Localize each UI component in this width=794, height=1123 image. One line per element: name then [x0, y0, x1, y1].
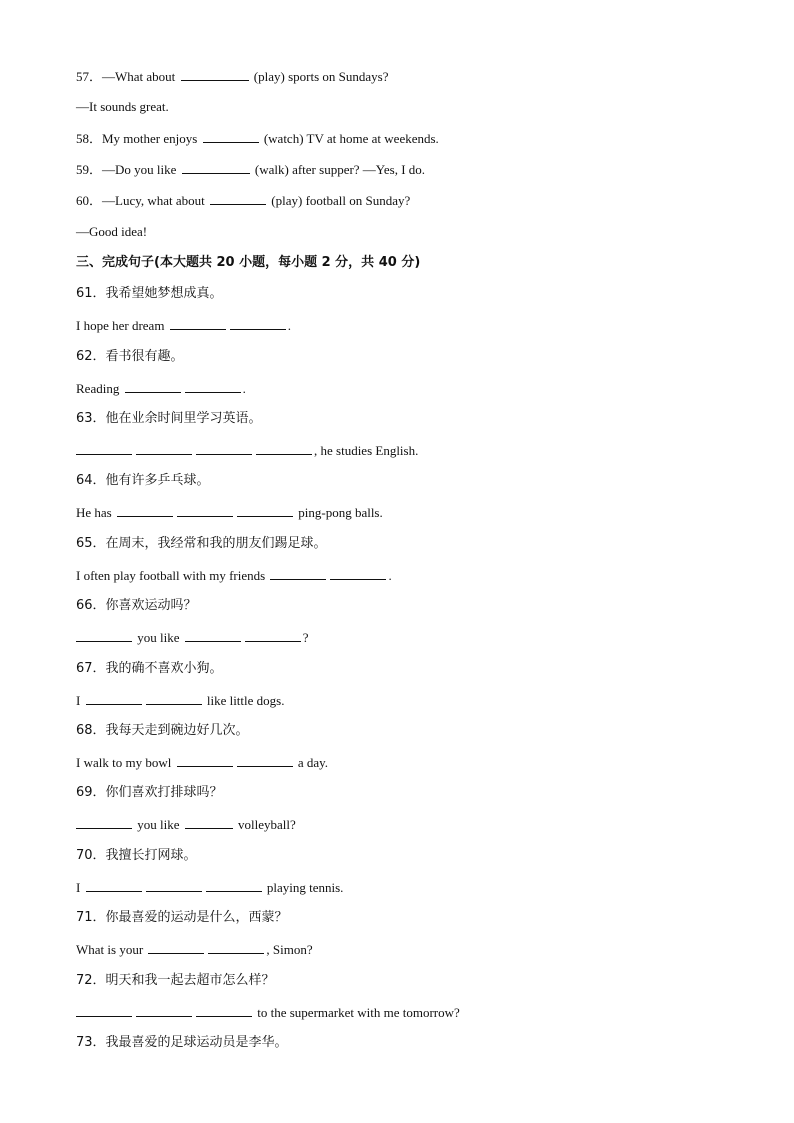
question-69-prompt: 69．你们喜欢打排球吗？ — [76, 785, 223, 800]
question-60: 60．—Lucy, what about (play) football on Sunday? — [76, 190, 734, 210]
question-70-prompt: 70．我擅长打网球。 — [76, 848, 197, 863]
question-66-prompt: 66．你喜欢运动吗？ — [76, 598, 197, 613]
question-72-prompt: 72．明天和我一起去超市怎么样？ — [76, 973, 275, 988]
question-72-sentence: to the supermarket with me tomorrow? — [76, 1002, 734, 1022]
answer-blank[interactable] — [76, 1002, 132, 1017]
answer-blank[interactable] — [86, 877, 142, 892]
answer-blank[interactable] — [125, 378, 181, 393]
question-68-prompt: 68．我每天走到碗边好几次。 — [76, 723, 249, 738]
question-71-sentence: What is your , Simon? — [76, 939, 734, 959]
answer-blank[interactable] — [230, 315, 286, 330]
question-67-sentence: I like little dogs. — [76, 690, 734, 710]
question-64-sentence: He has ping-pong balls. — [76, 502, 734, 522]
answer-blank[interactable] — [185, 814, 233, 829]
question-63-sentence: , he studies English. — [76, 440, 734, 460]
question-59: 59．—Do you like (walk) after supper? —Yes, I do. — [76, 159, 734, 179]
answer-blank[interactable] — [210, 190, 266, 205]
question-71-prompt: 71．你最喜爱的运动是什么，西蒙？ — [76, 910, 288, 925]
answer-blank[interactable] — [76, 440, 132, 455]
answer-blank[interactable] — [117, 502, 173, 517]
question-57-reply: —It sounds great. — [76, 99, 169, 114]
question-66-sentence: you like ? — [76, 627, 734, 647]
answer-blank[interactable] — [206, 877, 262, 892]
answer-blank[interactable] — [330, 565, 386, 580]
question-58: 58．My mother enjoys (watch) TV at home at weekends. — [76, 128, 734, 148]
question-70-sentence: I playing tennis. — [76, 877, 734, 897]
answer-blank[interactable] — [270, 565, 326, 580]
answer-blank[interactable] — [237, 752, 293, 767]
question-65-sentence: I often play football with my friends . — [76, 565, 734, 585]
question-63-prompt: 63．他在业余时间里学习英语。 — [76, 411, 262, 426]
answer-blank[interactable] — [177, 752, 233, 767]
question-57: 57．—What about (play) sports on Sundays? — [76, 66, 734, 86]
question-69-sentence: you like volleyball? — [76, 814, 734, 834]
answer-blank[interactable] — [245, 627, 301, 642]
question-60-reply: —Good idea! — [76, 224, 148, 239]
answer-blank[interactable] — [208, 939, 264, 954]
question-62-prompt: 62．看书很有趣。 — [76, 349, 184, 364]
answer-blank[interactable] — [76, 627, 132, 642]
section-heading: 三、完成句子(本大题共 20 小题，每小题 2 分，共 40 分) — [76, 255, 421, 270]
answer-blank[interactable] — [86, 690, 142, 705]
question-61-prompt: 61．我希望她梦想成真。 — [76, 286, 223, 301]
answer-blank[interactable] — [146, 690, 202, 705]
answer-blank[interactable] — [256, 440, 312, 455]
answer-blank[interactable] — [76, 814, 132, 829]
answer-blank[interactable] — [177, 502, 233, 517]
question-64-prompt: 64．他有许多乒乓球。 — [76, 473, 210, 488]
answer-blank[interactable] — [148, 939, 204, 954]
answer-blank[interactable] — [182, 159, 250, 174]
answer-blank[interactable] — [203, 128, 259, 143]
answer-blank[interactable] — [136, 1002, 192, 1017]
question-61-sentence: I hope her dream . — [76, 315, 734, 335]
answer-blank[interactable] — [136, 440, 192, 455]
answer-blank[interactable] — [181, 66, 249, 81]
question-65-prompt: 65．在周末，我经常和我的朋友们踢足球。 — [76, 536, 327, 551]
question-62-sentence: Reading . — [76, 378, 734, 398]
answer-blank[interactable] — [170, 315, 226, 330]
answer-blank[interactable] — [146, 877, 202, 892]
question-73-prompt: 73．我最喜爱的足球运动员是李华。 — [76, 1035, 288, 1050]
question-67-prompt: 67．我的确不喜欢小狗。 — [76, 661, 223, 676]
answer-blank[interactable] — [196, 1002, 252, 1017]
answer-blank[interactable] — [185, 627, 241, 642]
answer-blank[interactable] — [196, 440, 252, 455]
answer-blank[interactable] — [237, 502, 293, 517]
answer-blank[interactable] — [185, 378, 241, 393]
question-68-sentence: I walk to my bowl a day. — [76, 752, 734, 772]
